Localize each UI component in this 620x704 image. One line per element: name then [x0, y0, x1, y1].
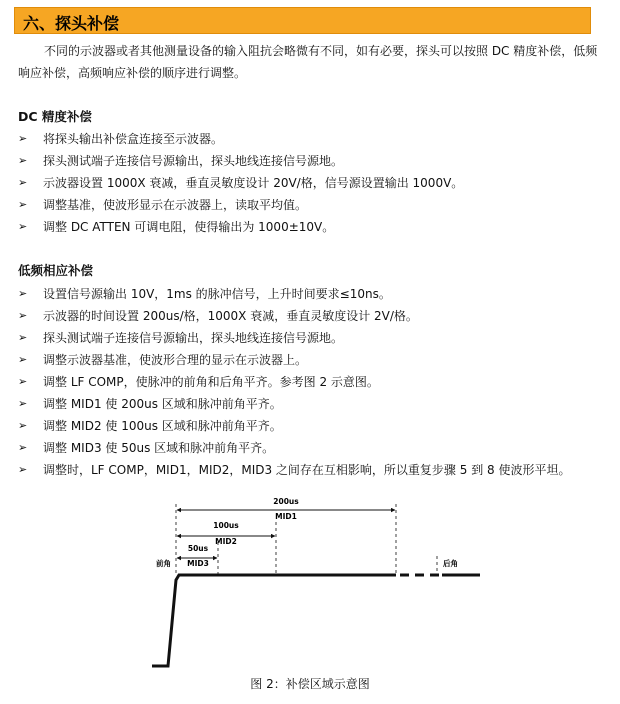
label-200us: 200us — [273, 497, 299, 506]
lf-item — [18, 371, 608, 393]
lf-item-text: 设置信号源输出 10V，1ms 的脉冲信号，上升时间要求≤10ns。 — [43, 287, 391, 301]
lf-item-text: 调整 MID2 使 100us 区域和脉冲前角平齐。 — [43, 419, 282, 433]
dc-item — [18, 150, 608, 172]
lf-bullet-list — [18, 283, 608, 481]
intro-text: 不同的示波器或者其他测量设备的输入阻抗会略微有不同，如有必要，探头可以按照 DC 精度补偿，低频响应补偿，高频响应补偿的顺序进行调整。 — [18, 44, 598, 80]
compensation-diagram — [140, 496, 500, 674]
lf-item-text: 探头测试端子连接信号源输出，探头地线连接信号源地。 — [43, 331, 344, 345]
dc-item — [18, 194, 608, 216]
lf-item-text: 调整 LF COMP，使脉冲的前角和后角平齐。参考图 2 示意图。 — [43, 375, 379, 389]
bullet-arrow-icon: ➢ — [18, 441, 28, 454]
lf-item-text: 调整时，LF COMP，MID1，MID2，MID3 之间存在互相影响，所以重复步骤 5 到 8 使波形平坦。 — [43, 463, 571, 477]
dc-item-text: 调整 DC ATTEN 可调电阻，使得输出为 1000±10V。 — [43, 220, 335, 234]
lf-item — [18, 459, 608, 481]
lf-item-text: 示波器的时间设置 200us/格，1000X 衰减，垂直灵敏度设计 2V/格。 — [43, 309, 418, 323]
lf-item — [18, 437, 608, 459]
lf-item — [18, 349, 608, 371]
dc-item — [18, 172, 608, 194]
lf-section-title: 低频相应补偿 — [18, 263, 94, 278]
bullet-arrow-icon: ➢ — [18, 419, 28, 432]
dc-item — [18, 216, 608, 238]
bullet-arrow-icon: ➢ — [18, 353, 28, 366]
dc-section-title: DC 精度补偿 — [18, 109, 92, 124]
lf-item — [18, 327, 608, 349]
label-front-corner: 前角 — [156, 559, 171, 568]
dc-item-text: 示波器设置 1000X 衰减，垂直灵敏度设计 20V/格，信号源设置输出 1000V。 — [43, 176, 464, 190]
label-100us: 100us — [213, 521, 239, 530]
bullet-arrow-icon: ➢ — [18, 176, 28, 189]
bullet-arrow-icon: ➢ — [18, 463, 28, 476]
lf-item-text: 调整 MID3 使 50us 区域和脉冲前角平齐。 — [43, 441, 275, 455]
dc-item-text: 将探头输出补偿盒连接至示波器。 — [43, 132, 224, 146]
pulse-waveform — [152, 575, 396, 666]
lf-item — [18, 283, 608, 305]
bullet-arrow-icon: ➢ — [18, 287, 28, 300]
intro-paragraph — [18, 40, 602, 84]
bullet-arrow-icon: ➢ — [18, 220, 28, 233]
lf-item-text: 调整 MID1 使 200us 区域和脉冲前角平齐。 — [43, 397, 282, 411]
label-back-corner: 后角 — [443, 559, 458, 568]
lf-item — [18, 415, 608, 437]
bullet-arrow-icon: ➢ — [18, 198, 28, 211]
dc-item-text: 调整基准，使波形显示在示波器上，读取平均值。 — [43, 198, 308, 212]
dc-item — [18, 128, 608, 150]
section-heading-bar — [14, 7, 591, 34]
bullet-arrow-icon: ➢ — [18, 309, 28, 322]
section-title: 六、探头补偿 — [23, 14, 120, 33]
figure-caption: 图 2：补偿区域示意图 — [250, 677, 370, 691]
label-mid3: MID3 — [187, 559, 209, 568]
dc-bullet-list — [18, 128, 608, 238]
bullet-arrow-icon: ➢ — [18, 154, 28, 167]
lf-item — [18, 393, 608, 415]
bullet-arrow-icon: ➢ — [18, 397, 28, 410]
lf-item — [18, 305, 608, 327]
lf-item-text: 调整示波器基准，使波形合理的显示在示波器上。 — [43, 353, 308, 367]
bullet-arrow-icon: ➢ — [18, 331, 28, 344]
label-mid2: MID2 — [215, 537, 237, 546]
label-mid1: MID1 — [275, 512, 297, 521]
dc-item-text: 探头测试端子连接信号源输出，探头地线连接信号源地。 — [43, 154, 344, 168]
bullet-arrow-icon: ➢ — [18, 375, 28, 388]
label-50us: 50us — [187, 544, 209, 553]
bullet-arrow-icon: ➢ — [18, 132, 28, 145]
